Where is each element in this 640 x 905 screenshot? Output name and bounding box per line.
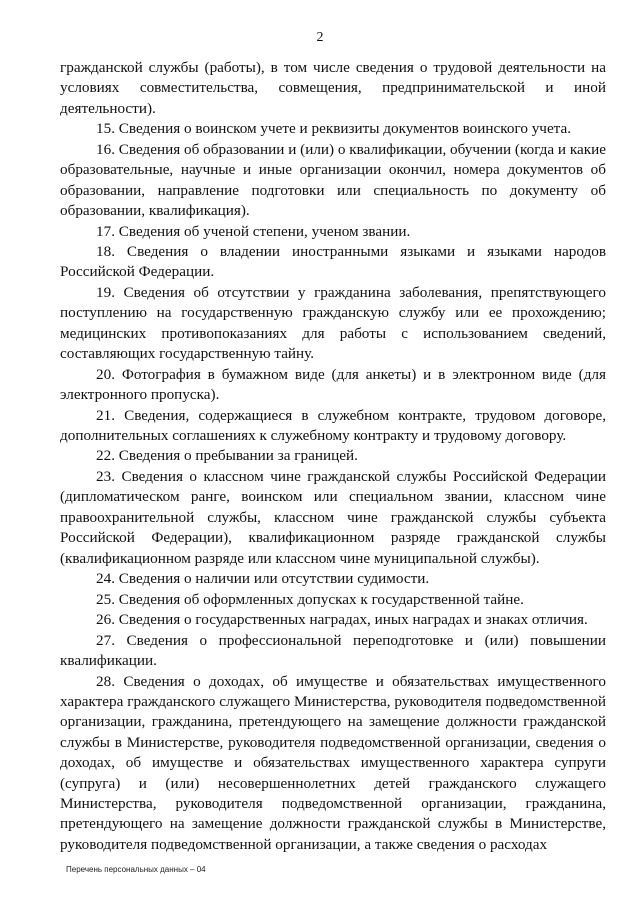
paragraph: 22. Сведения о пребывании за границей.: [96, 447, 358, 465]
paragraph: 16. Сведения об образовании и (или) о квалификации, обучении (когда и какие образовательные, научные и иные организации окончил, номера документов об образовании, направление подготовки или специальность по документу об образовании, квалификация).: [60, 140, 606, 220]
paragraph: 15. Сведения о воинском учете и реквизиты документов воинского учета.: [96, 120, 572, 138]
paragraph: 17. Сведения об ученой степени, ученом звании.: [96, 222, 411, 240]
paragraph: 18. Сведения о владении иностранными языками и языками народов Российской Федерации.: [60, 243, 606, 281]
paragraph: 26. Сведения о государственных наградах, иных наградах и знаках отличия.: [96, 611, 588, 629]
paragraph: 23. Сведения о классном чине гражданской службы Российской Федерации (дипломатическом ранге, воинском или специальном звании, классном чине правоохранительной службы, классном чине гражданской службы субъекта Российской Федерации), квалификационном разряде гражданской службы (квалификационном разряде или классном чине муниципальной службы).: [60, 467, 606, 567]
paragraph: 28. Сведения о доходах, об имуществе и обязательствах имущественного характера гражданского служащего Министерства, руководителя подведомственной организации, гражданина, претендующего на замещение должности гражданской службы в Министерстве, руководителя подведомственной организации, сведения о доходах, об имуществе и обязательствах имущественного характера супруги (супруга) и (или) несовершеннолетних детей гражданского служащего Министерства, руководителя подведомственной организации, гражданина, претендующего на замещение должности гражданской службы в Министерстве, руководителя подведомственной организации, а также сведения о расходах: [60, 672, 606, 853]
paragraph: 21. Сведения, содержащиеся в служебном контракте, трудовом договоре, дополнительных соглашениях к служебному контракту и трудовому договору.: [60, 406, 606, 444]
paragraph: 25. Сведения об оформленных допусках к государственной тайне.: [96, 590, 524, 608]
page-number: 2: [316, 30, 324, 45]
paragraph: 24. Сведения о наличии или отсутствии судимости.: [96, 570, 430, 588]
document-body: [60, 58, 606, 855]
page-footer: Перечень персональных данных – 04: [66, 865, 206, 874]
paragraph: 19. Сведения об отсутствии у гражданина заболевания, препятствующего поступлению на государственную гражданскую службу или ее прохождению; медицинских противопоказаниях для работы с использованием сведений, составляющих государственную тайну.: [60, 283, 606, 363]
paragraph: гражданской службы (работы), в том числе сведения о трудовой деятельности на условиях совместительства, совмещения, предпринимательской и иной деятельности).: [60, 59, 606, 117]
paragraph: 27. Сведения о профессиональной переподготовке и (или) повышении квалификации.: [60, 631, 606, 669]
paragraph: 20. Фотография в бумажном виде (для анкеты) и в электронном виде (для электронного пропуска).: [60, 365, 606, 404]
